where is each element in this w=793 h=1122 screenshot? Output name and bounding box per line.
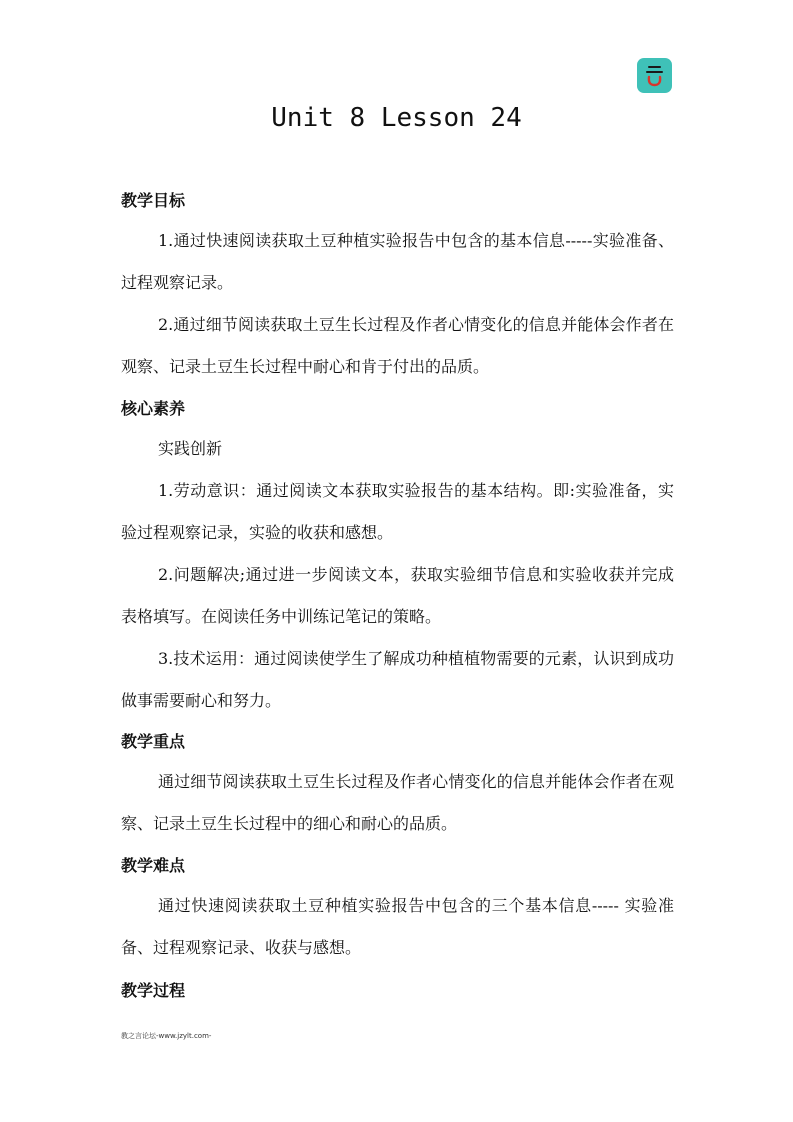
literacy-paragraph-2: 2.问题解决;通过进一步阅读文本，获取实验细节信息和实验收获并完成表格填写。在阅读任务中训练记笔记的策略。	[121, 565, 674, 626]
section-heading-key: 教学重点	[121, 732, 186, 751]
goals-paragraph-2: 2.通过细节阅读获取土豆生长过程及作者心情变化的信息并能体会作者在观察、记录土豆生长过程中耐心和肯于付出的品质。	[121, 315, 674, 376]
literacy-paragraph-1: 1.劳动意识：通过阅读文本获取实验报告的基本结构。即:实验准备，实验过程观察记录，实验的收获和感想。	[121, 481, 674, 542]
quote-speech-logo-icon	[637, 58, 672, 93]
goals-paragraph-1: 1.通过快速阅读获取土豆种植实验报告中包含的基本信息-----实验准备、过程观察记录。	[121, 231, 674, 292]
key-paragraph-1: 通过细节阅读获取土豆生长过程及作者心情变化的信息并能体会作者在观察、记录土豆生长过程中的细心和耐心的品质。	[121, 772, 674, 833]
section-heading-process: 教学过程	[121, 981, 186, 1000]
literacy-paragraph-3: 3.技术运用：通过阅读使学生了解成功种植植物需要的元素，认识到成功做事需要耐心和努力。	[121, 649, 674, 710]
literacy-paragraph-0: 实践创新	[158, 439, 223, 458]
section-heading-literacy: 核心素养	[121, 399, 186, 418]
footer-watermark: 教之言论坛-www.jzylt.com-	[121, 1032, 212, 1040]
page-title: Unit 8 Lesson 24	[271, 103, 522, 133]
difficult-paragraph-1: 通过快速阅读获取土豆种植实验报告中包含的三个基本信息----- 实验准备、过程观察记录、收获与感想。	[121, 896, 674, 957]
section-heading-goals: 教学目标	[121, 191, 186, 210]
section-heading-difficult: 教学难点	[121, 856, 186, 875]
logo-icon	[637, 58, 672, 93]
